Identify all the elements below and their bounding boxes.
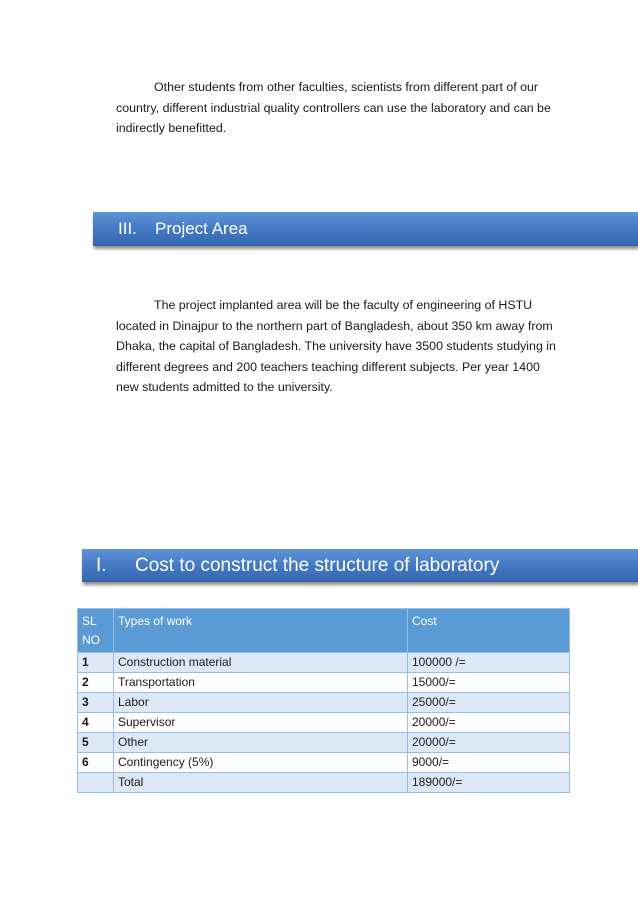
row-sl: 2 (78, 673, 114, 693)
table-row (78, 713, 570, 733)
row-type: Total (114, 773, 408, 793)
row-type: Contingency (5%) (114, 753, 408, 773)
row-sl: 4 (78, 713, 114, 733)
header-sl-no: SL NO (78, 609, 114, 653)
section-number: I. (96, 555, 107, 576)
row-sl: 3 (78, 693, 114, 713)
table-total-row (78, 773, 570, 793)
project-area-paragraph: The project implanted area will be the faculty of engineering of HSTU located in Dinajpur to the northern part of Bangladesh, about 350 km away from Dhaka, the capital of Bangladesh. The university have 3500 students studying in different degrees and 200 teachers teaching different subjects. Per year 1400 new students admitted to the university. (116, 298, 556, 394)
section-title: Cost to construct the structure of laboratory (135, 555, 500, 576)
cost-table (77, 608, 570, 793)
section-heading-project-area (93, 212, 638, 246)
intro-paragraph: Other students from other faculties, scientists from different part of our country, different industrial quality controllers can use the laboratory and can be indirectly benefitted. (116, 80, 551, 135)
section-heading-cost (82, 549, 638, 582)
header-cost: Cost (408, 609, 570, 653)
row-cost: 189000/= (408, 773, 570, 793)
table-row (78, 693, 570, 713)
table-row (78, 753, 570, 773)
row-type: Construction material (114, 653, 408, 673)
row-sl: 1 (78, 653, 114, 673)
section-title: Project Area (155, 219, 248, 238)
row-sl: 6 (78, 753, 114, 773)
row-cost: 15000/= (408, 673, 570, 693)
table-row (78, 673, 570, 693)
table-row (78, 733, 570, 753)
row-cost: 25000/= (408, 693, 570, 713)
row-type: Transportation (114, 673, 408, 693)
table-row (78, 653, 570, 673)
row-type: Labor (114, 693, 408, 713)
row-sl (78, 773, 114, 793)
section-number: III. (118, 219, 137, 238)
row-cost: 20000/= (408, 713, 570, 733)
row-type: Supervisor (114, 713, 408, 733)
row-cost: 9000/= (408, 753, 570, 773)
row-cost: 20000/= (408, 733, 570, 753)
row-sl: 5 (78, 733, 114, 753)
row-type: Other (114, 733, 408, 753)
header-types-of-work: Types of work (114, 609, 408, 653)
table-header-row (78, 609, 570, 653)
row-cost: 100000 /= (408, 653, 570, 673)
